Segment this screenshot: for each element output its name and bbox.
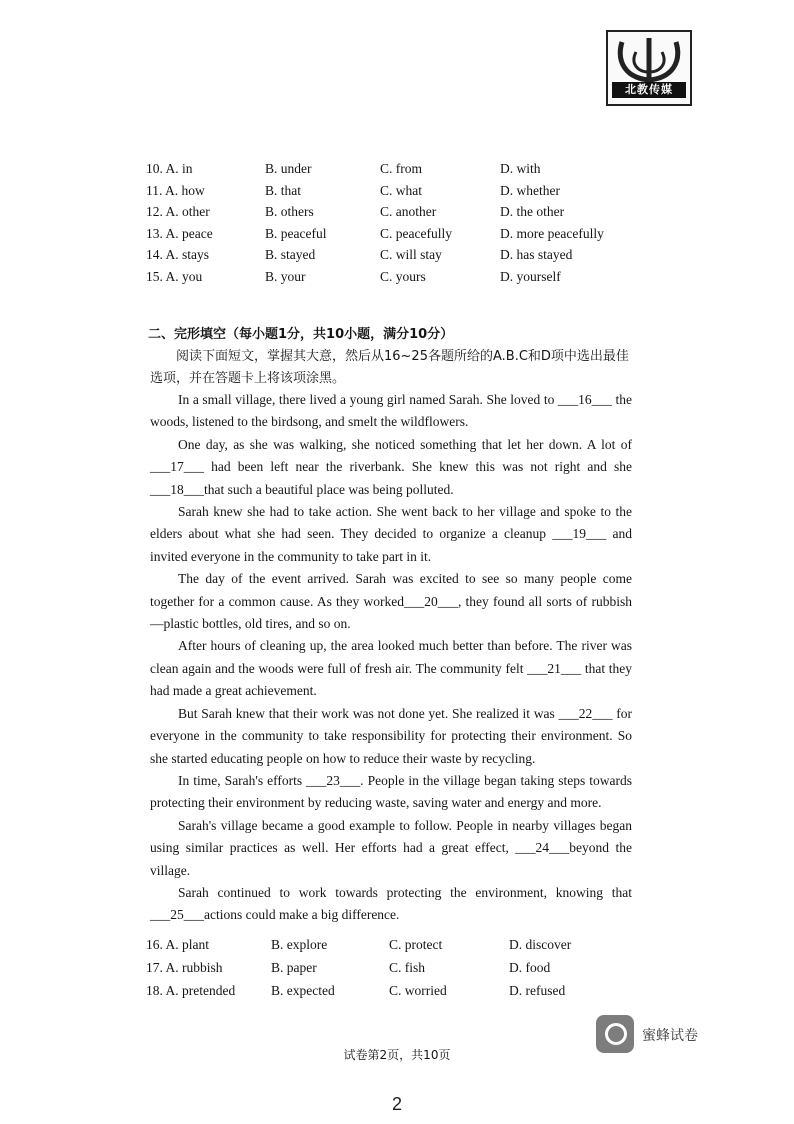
option-c: C. fish <box>389 960 426 975</box>
option-row-18 <box>146 979 649 1002</box>
option-row-14 <box>146 244 640 266</box>
option-d: D. refused <box>509 983 566 998</box>
option-b: B. peaceful <box>265 225 327 241</box>
option-c: C. worried <box>389 983 447 998</box>
option-a: 11. A. how <box>146 182 205 198</box>
option-b: B. explore <box>271 937 328 952</box>
option-c: C. from <box>380 161 422 176</box>
page-number: 2 <box>391 1094 402 1114</box>
publisher-logo <box>606 30 692 106</box>
option-d: D. the other <box>500 204 565 219</box>
options-16-18 <box>146 933 649 1002</box>
section-title: 二、完形填空（每小题1分，共10小题，满分10分） <box>148 327 454 342</box>
option-row-13 <box>146 223 640 245</box>
option-b: B. your <box>265 268 306 284</box>
option-a: 17. A. rubbish <box>146 960 223 975</box>
option-b: B. that <box>265 182 301 198</box>
option-c: C. peacefully <box>380 225 452 241</box>
option-row-11 <box>146 180 640 202</box>
option-d: D. whether <box>500 182 560 198</box>
option-a: 18. A. pretended <box>146 983 236 998</box>
option-d: D. with <box>500 161 541 176</box>
passage-paragraph: The day of the event arrived. Sarah was excited to see so many people come together for a common cause. As they worked___20___, they found all sorts of rubbish—plastic bottles, old tires, and so on. <box>150 571 632 632</box>
option-b: B. expected <box>271 983 335 998</box>
option-d: D. has stayed <box>500 247 573 262</box>
option-d: D. more peacefully <box>500 225 604 241</box>
option-d: D. discover <box>509 937 572 952</box>
option-b: B. stayed <box>265 247 316 262</box>
passage-paragraph: After hours of cleaning up, the area looked much better than before. The river was clean again and the woods were full of fresh air. The community felt ___21___ that they had made a great achievement. <box>150 638 632 699</box>
passage-paragraph: Sarah's village became a good example to follow. People in nearby villages began using similar practices as well. Her efforts had a great effect, ___24___beyond the village. <box>150 817 632 878</box>
option-d: D. food <box>509 960 551 975</box>
option-row-12 <box>146 201 640 223</box>
option-c: C. yours <box>380 268 426 284</box>
option-a: 12. A. other <box>146 204 210 219</box>
options-10-15 <box>146 158 640 287</box>
passage-paragraph: One day, as she was walking, she noticed something that let her down. A lot of ___17___ had been left near the riverbank. She knew this was not right and she ___18___that such a beautiful place was being polluted. <box>150 436 632 497</box>
option-row-16 <box>146 933 649 956</box>
watermark-text: 蜜蜂试卷 <box>642 1028 698 1044</box>
option-c: C. protect <box>389 937 443 952</box>
option-a: 13. A. peace <box>146 225 213 241</box>
option-b: B. under <box>265 161 312 176</box>
logo-text: 北教传媒 <box>612 82 686 98</box>
option-c: C. will stay <box>380 247 442 262</box>
option-row-17 <box>146 956 649 979</box>
option-b: B. others <box>265 204 314 219</box>
option-d: D. yourself <box>500 268 561 284</box>
option-a: 15. A. you <box>146 268 203 284</box>
passage-paragraph: Sarah knew she had to take action. She went back to her village and spoke to the elders about what she had seen. They decided to organize a cleanup ___19___ and invited everyone in the community to take part in it. <box>150 504 632 564</box>
option-c: C. another <box>380 204 437 219</box>
option-b: B. paper <box>271 960 317 975</box>
section-instructions: 阅读下面短文，掌握其大意，然后从16~25各题所给的A.B.C和D项中选出最佳选项，并在答题卡上将该项涂黑。 <box>150 349 629 386</box>
cloze-passage <box>150 389 632 927</box>
option-row-15 <box>146 266 640 288</box>
option-c: C. what <box>380 182 422 198</box>
passage-paragraph: But Sarah knew that their work was not done yet. She realized it was ___22___ for everyone in the community to take responsibility for protecting their environment. So she started educating people on how to reduce their waste by recycling. <box>150 705 632 766</box>
page-label: 试卷第2页，共10页 <box>343 1048 451 1062</box>
passage-paragraph: Sarah continued to work towards protecting the environment, knowing that ___25___actions could make a big difference. <box>150 884 632 923</box>
option-a: 16. A. plant <box>146 937 210 952</box>
option-row-10 <box>146 158 640 180</box>
option-a: 14. A. stays <box>146 247 210 262</box>
option-a: 10. A. in <box>146 161 193 176</box>
passage-paragraph: In time, Sarah's efforts ___23___. People in the village began taking steps towards protecting their environment by reducing waste, saving water and energy and more. <box>150 772 632 811</box>
passage-paragraph: In a small village, there lived a young girl named Sarah. She loved to ___16___ the woods, listened to the birdsong, and smelt the wildflowers. <box>150 392 632 430</box>
